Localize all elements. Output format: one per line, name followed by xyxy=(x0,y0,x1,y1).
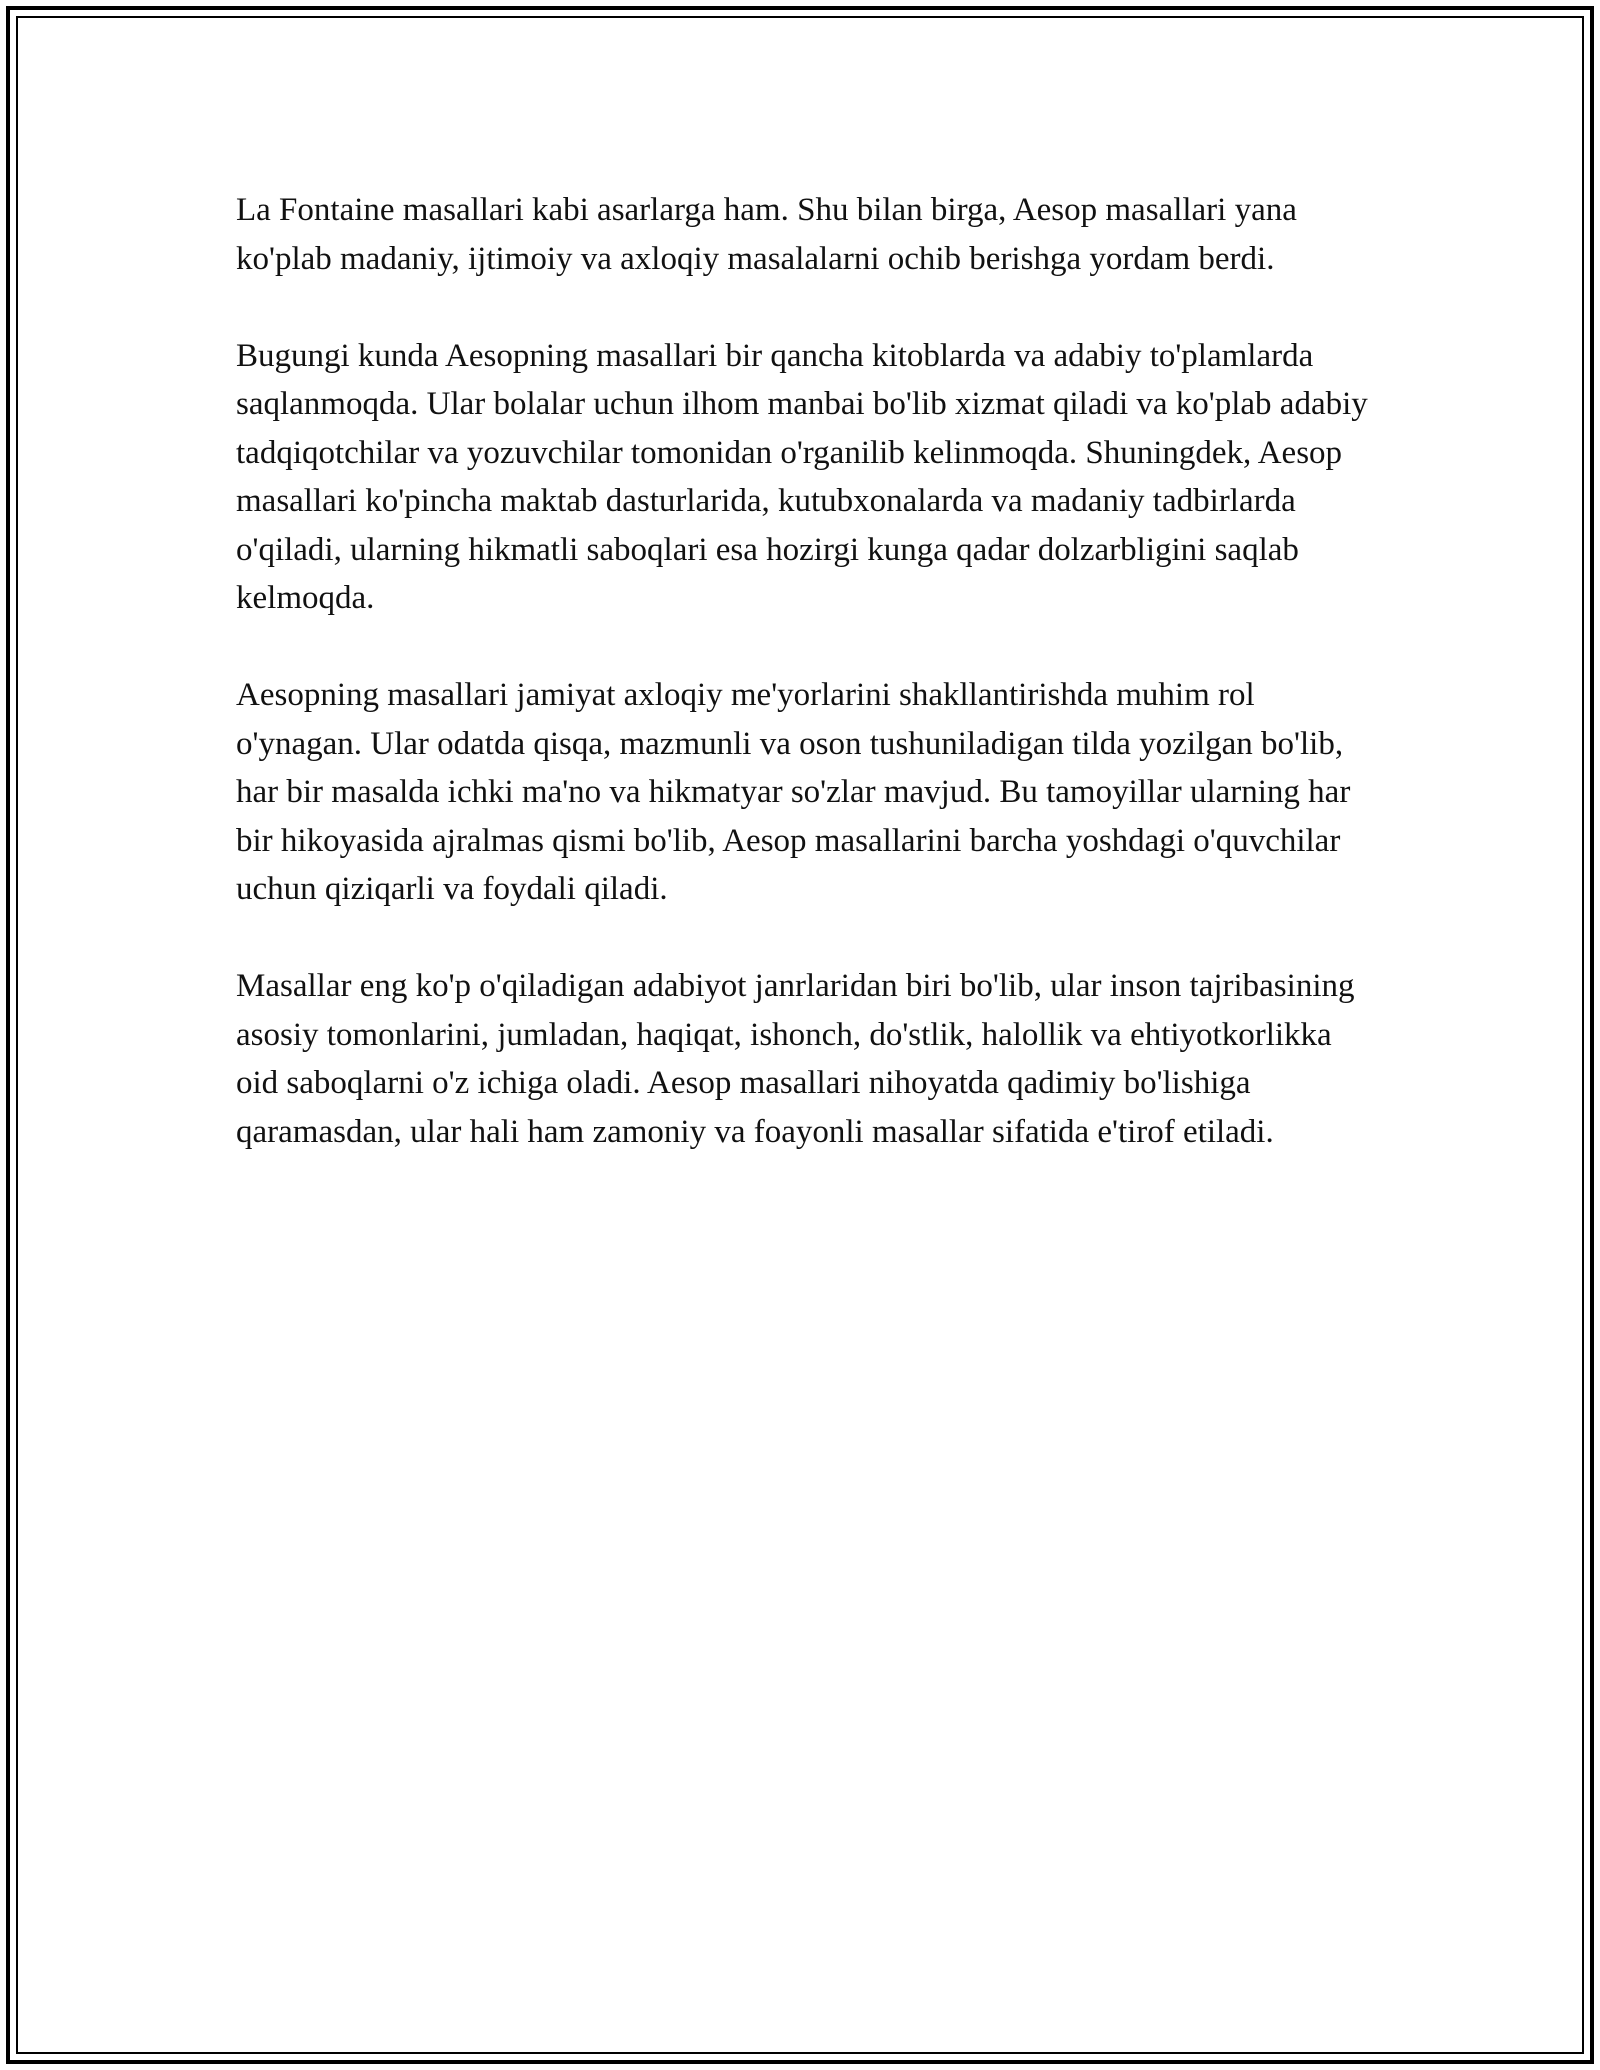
document-body xyxy=(236,186,1376,1156)
paragraph-3: Aesopning masallari jamiyat axloqiy me'yorlarini shakllantirishda muhim rol o'ynagan. Ular odatda qisqa, mazmunli va oson tushuniladigan tilda yozilgan bo'lib, har bir masalda ichki ma'no va hikmatyar so'zlar mavjud. Bu tamoyillar ularning har bir hikoyasida ajralmas qismi bo'lib, Aesop masallarini barcha yoshdagi o'quvchilar uchun qiziqarli va foydali qiladi. xyxy=(236,677,1351,907)
paragraph-1: La Fontaine masallari kabi asarlarga ham. Shu bilan birga, Aesop masallari yana ko'plab madaniy, ijtimoiy va axloqiy masalalarni ochib berishga yordam berdi. xyxy=(236,192,1297,277)
paragraph-2: Bugungi kunda Aesopning masallari bir qancha kitoblarda va adabiy to'plamlarda saqlanmoqda. Ular bolalar uchun ilhom manbai bo'lib xizmat qiladi va ko'plab adabiy tadqiqotchilar va yozuvchilar tomonidan o'rganilib kelinmoqda. Shuningdek, Aesop masallari ko'pincha maktab dasturlarida, kutubxonalarda va madaniy tadbirlarda o'qiladi, ularning hikmatli saboqlari esa hozirgi kunga qadar dolzarbligini saqlab kelmoqda. xyxy=(236,337,1368,616)
paragraph-4: Masallar eng ko'p o'qiladigan adabiyot janrlaridan biri bo'lib, ular inson tajribasining asosiy tomonlarini, jumladan, haqiqat, ishonch, do'stlik, halollik va ehtiyotkorlikka oid saboqlarni o'z ichiga oladi. Aesop masallari nihoyatda qadimiy bo'lishiga qaramasdan, ular hali ham zamoniy va foayonli masallar sifatida e'tirof etiladi. xyxy=(236,968,1355,1150)
